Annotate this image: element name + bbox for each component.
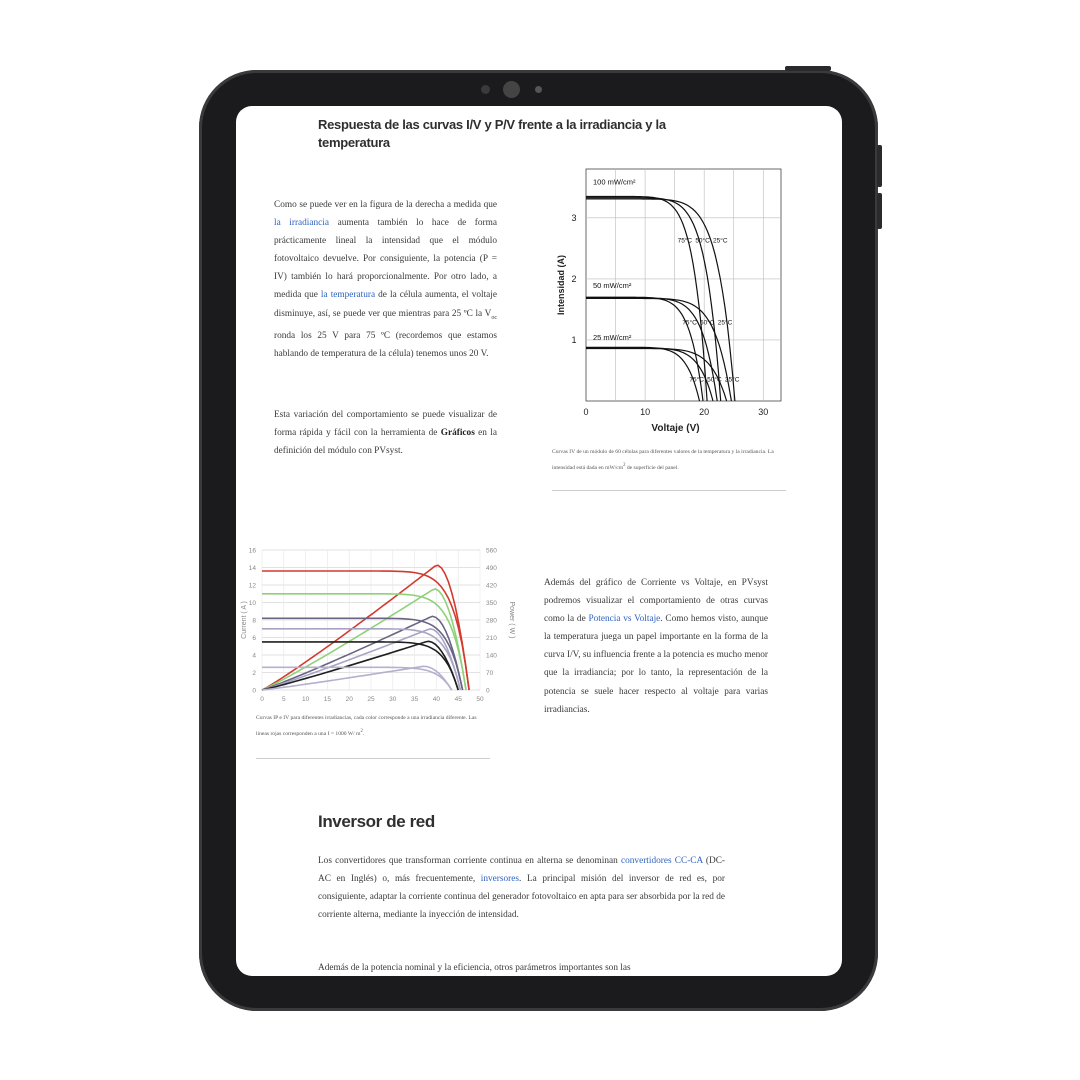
intro-text-2: aumenta también lo hace de forma prácticamente lineal la intensidad que el módulo fotovoltaico devuelve. Por consiguiente, la potencia (P = IV) también lo hará proporcionalmente. Por otro lado, a medida que xyxy=(274,218,497,301)
iv-temperature-label: 50°C xyxy=(700,319,715,327)
graphics-text-2: en la definición del módulo con PVsyst. xyxy=(274,428,498,457)
parameters-paragraph: Además de la potencia nominal y la eficiencia, otros parámetros importantes son las xyxy=(318,963,631,973)
iv-temperature-label: 50°C xyxy=(695,237,710,245)
inverter-text-1: Los convertidores que transforman corriente continua en alterna se denominan xyxy=(318,856,621,866)
sensor-dot-icon xyxy=(481,85,490,94)
iv-caption-text-2: de superficie del panel. xyxy=(625,464,679,471)
pv-x-tick-label: 35 xyxy=(410,696,419,703)
power-voltage-paragraph xyxy=(544,574,768,719)
pv-text-2: . Como hemos visto, aunque la temperatura juega un papel importante en la forma de la curva I/V, su influencia frente a la potencia es mucho menor que la irradiancia; por lo tanto, la representación de la potencia se suele hacer respecto al voltaje para varias irradiancias. xyxy=(544,614,768,715)
pv-x-tick-label: 40 xyxy=(432,696,441,703)
iv-y-axis-label: Intensidad (A) xyxy=(556,255,566,315)
pv-x-tick-label: 10 xyxy=(301,696,310,703)
iv-caption-sup: 2 xyxy=(623,463,626,468)
pv-x-tick-label: 0 xyxy=(260,696,264,703)
pv-text-1: Además del gráfico de Corriente vs Voltaje, en PVsyst podremos visualizar el comportamiento de otras curvas como la de xyxy=(544,578,768,625)
tablet-volume-up-button xyxy=(877,145,882,187)
inverter-text-3: . La principal misión del inversor de red es, por consiguiente, adaptar la corriente continua del generador fotovoltaico en apta para ser absorbida por la red de corriente alterna, mediante la inyección de intensidad. xyxy=(318,874,725,921)
pv-caption-text-2: . xyxy=(362,730,365,737)
intro-text-4: ronda los 25 V para 75 ºC (recordemos que estamos hablando de temperatura de la célula) tenemos unos 20 V. xyxy=(274,330,497,359)
pv-y-tick-label: 12 xyxy=(248,582,256,590)
pv-y2-axis-label: Power ( W ) xyxy=(508,601,515,639)
pv-y-tick-label: 16 xyxy=(248,547,256,555)
iv-temperature-label: 25°C xyxy=(724,376,740,384)
inverter-paragraph xyxy=(318,852,725,924)
iv-temperature-label: 75°C xyxy=(689,376,704,384)
pv-x-tick-label: 20 xyxy=(345,696,353,703)
pv-y2-tick-label: 140 xyxy=(486,652,497,660)
iv-irradiance-label: 100 mW/cm² xyxy=(593,177,636,187)
iv-curves-chart xyxy=(546,161,786,446)
iv-x-tick-label: 20 xyxy=(699,407,710,417)
inverters-link[interactable]: inversores xyxy=(480,874,519,885)
pv-y2-tick-label: 490 xyxy=(486,565,497,572)
iv-caption-text-1: Curvas IV de un módulo de 60 células para diferentes valores de la temperatura y la irradiancia. La intensidad está dada en mW/cm xyxy=(552,449,774,471)
pv-y2-tick-label: 210 xyxy=(486,635,497,642)
pv-x-tick-label: 25 xyxy=(367,696,375,703)
intro-text-3: de la célula aumenta, el voltaje disminuye, así, se puede ver que mientras para 25 ºC la V xyxy=(274,290,497,319)
iv-temperature-label: 25°C xyxy=(717,319,733,327)
pv-y-tick-label: 6 xyxy=(252,635,256,642)
pv-x-tick-label: 30 xyxy=(389,696,397,703)
iv-x-tick-label: 30 xyxy=(758,407,769,417)
iv-y-tick-label: 1 xyxy=(571,334,577,345)
pv-y2-tick-label: 0 xyxy=(486,687,490,695)
iv-irradiance-label: 50 mW/cm² xyxy=(593,281,632,291)
pv-y-tick-label: 14 xyxy=(248,565,256,572)
pv-y-tick-label: 8 xyxy=(252,617,256,625)
pv-caption-text-1: Curvas IP e IV para diferentes irradiancias, cada color corresponde a una irradiancia diferente. Las lineas rojas corresponden a una I = 1000 W/ m xyxy=(256,715,477,737)
iv-x-axis-label: Voltaje (V) xyxy=(651,423,700,434)
pv-x-tick-label: 15 xyxy=(323,696,332,703)
pv-y2-tick-label: 280 xyxy=(486,617,497,625)
front-camera-icon xyxy=(503,81,520,98)
pv-x-tick-label: 50 xyxy=(476,696,484,703)
iv-temperature-label: 50°C xyxy=(707,376,722,384)
power-voltage-link[interactable]: Potencia vs Voltaje xyxy=(588,614,661,625)
tablet-volume-down-button xyxy=(877,193,882,229)
pv-caption-divider xyxy=(256,758,490,759)
page-title: Respuesta de las curvas I/V y P/V frente a la irradiancia y la temperatura xyxy=(318,117,666,150)
iv-caption-divider xyxy=(552,490,786,491)
inverter-text-2: (DC-AC en Inglés) o, más frecuentemente, xyxy=(318,856,726,885)
iv-temperature-label: 75°C xyxy=(682,319,697,327)
iv-y-tick-label: 2 xyxy=(571,273,577,284)
power-current-chart xyxy=(238,542,520,718)
pv-x-tick-label: 45 xyxy=(454,696,462,703)
screen[interactable] xyxy=(236,106,842,976)
pv-caption-sup: 2 xyxy=(360,729,363,734)
pv-y-axis-label: Current ( A ) xyxy=(241,601,248,639)
pv-y-tick-label: 10 xyxy=(248,600,256,607)
iv-x-tick-label: 0 xyxy=(583,407,589,417)
intro-text-1: Como se puede ver en la figura de la derecha a medida que xyxy=(274,200,497,210)
pv-x-tick-label: 5 xyxy=(281,696,286,703)
iv-temperature-label: 25°C xyxy=(713,237,728,245)
pv-y-tick-label: 0 xyxy=(252,687,256,695)
iv-irradiance-label: 25 mW/cm² xyxy=(593,332,632,342)
irradiance-link[interactable]: la irradiancia xyxy=(274,218,330,229)
voc-subscript: oc xyxy=(491,314,497,321)
iv-y-tick-label: 3 xyxy=(571,212,577,223)
pv-y2-tick-label: 560 xyxy=(486,547,497,555)
pv-power-line xyxy=(262,629,460,690)
pv-y2-tick-label: 420 xyxy=(486,582,497,590)
pv-chart-caption xyxy=(256,712,490,741)
tablet-top-button xyxy=(785,66,831,71)
flash-dot-icon xyxy=(535,86,542,93)
pv-y2-tick-label: 350 xyxy=(486,600,497,607)
pv-power-line xyxy=(262,616,463,690)
graphics-tool-name: Gráficos xyxy=(440,428,475,439)
iv-temperature-label: 75°C xyxy=(677,237,693,245)
iv-chart-caption xyxy=(552,446,786,475)
graphics-text-1: Esta variación del comportamiento se puede visualizar de forma rápida y fácil con la herramienta de xyxy=(274,410,497,439)
iv-x-tick-label: 10 xyxy=(640,407,651,417)
converters-link[interactable]: convertidores CC-CA xyxy=(621,856,703,866)
pv-y2-tick-label: 70 xyxy=(486,670,494,677)
pv-y-tick-label: 4 xyxy=(252,652,256,660)
temperature-link[interactable]: la temperatura xyxy=(320,290,376,301)
graphics-paragraph xyxy=(274,406,497,460)
pv-y-tick-label: 2 xyxy=(252,670,256,677)
section-title-inversor: Inversor de red xyxy=(318,812,435,831)
intro-paragraph xyxy=(274,196,497,363)
